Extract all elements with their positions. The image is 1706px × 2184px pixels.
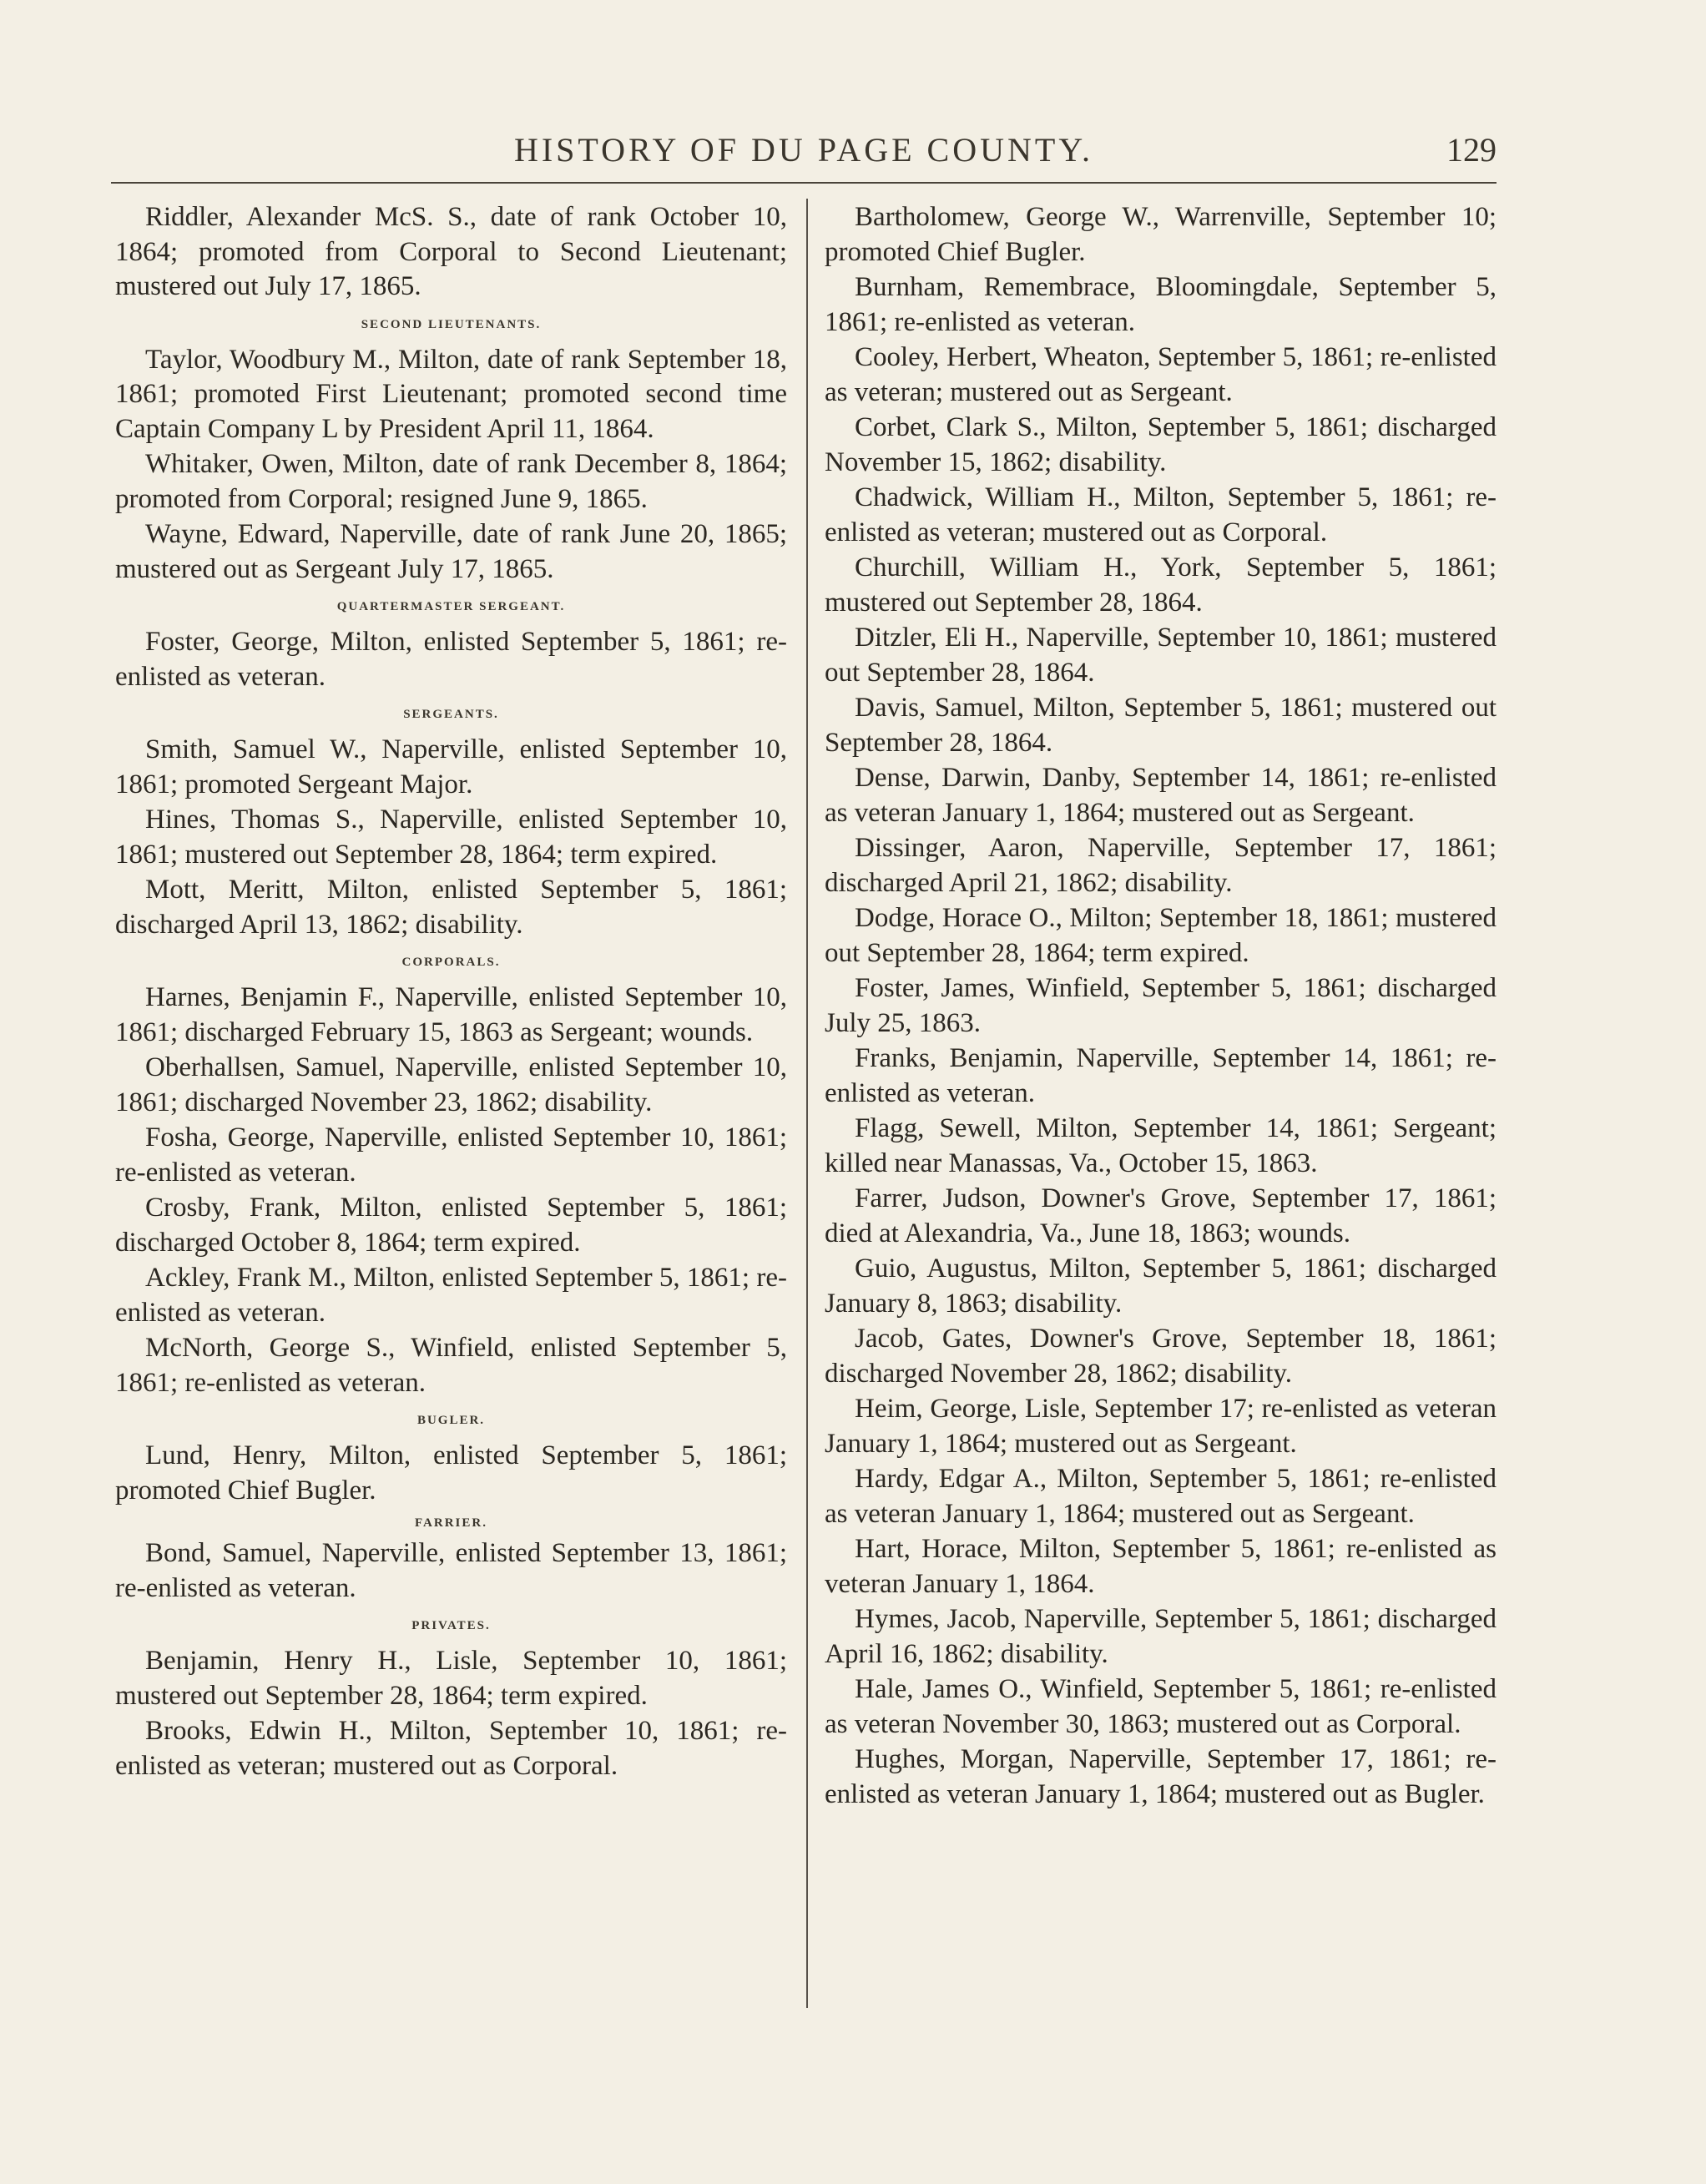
- left-column: [115, 200, 787, 1784]
- roster-entry: Brooks, Edwin H., Milton, September 10, 1861; re-enlisted as veteran; mustered out as Corporal.: [115, 1716, 787, 1781]
- roster-entry: Bartholomew, George W., Warrenville, September 10; promoted Chief Bugler.: [825, 202, 1497, 267]
- section-heading: CORPORALS.: [401, 956, 501, 969]
- roster-entry: Hines, Thomas S., Naperville, enlisted September 10, 1861; mustered out September 28, 1864; term expired.: [115, 804, 787, 870]
- roster-entry: Hughes, Morgan, Naperville, September 17, 1861; re-enlisted as veteran January 1, 1864; mustered out as Bugler.: [825, 1744, 1497, 1809]
- roster-entry: Smith, Samuel W., Naperville, enlisted September 10, 1861; promoted Sergeant Major.: [115, 734, 787, 799]
- roster-entry: Benjamin, Henry H., Lisle, September 10, 1861; mustered out September 28, 1864; term expired.: [115, 1646, 787, 1711]
- roster-entry: Heim, George, Lisle, September 17; re-enlisted as veteran January 1, 1864; mustered out as Sergeant.: [825, 1394, 1497, 1459]
- roster-entry: Wayne, Edward, Naperville, date of rank June 20, 1865; mustered out as Sergeant July 17, 1865.: [115, 519, 787, 584]
- section-heading: FARRIER.: [415, 1516, 487, 1530]
- roster-entry: Flagg, Sewell, Milton, September 14, 1861; Sergeant; killed near Manassas, Va., October 15, 1863.: [825, 1113, 1497, 1178]
- roster-entry: Dense, Darwin, Danby, September 14, 1861; re-enlisted as veteran January 1, 1864; mustered out as Sergeant.: [825, 763, 1497, 828]
- section-heading: QUARTERMASTER SERGEANT.: [336, 600, 566, 613]
- roster-entry: Hymes, Jacob, Naperville, September 5, 1861; discharged April 16, 1862; disability.: [825, 1604, 1497, 1669]
- right-column: [825, 200, 1497, 1813]
- section-heading: BUGLER.: [416, 1414, 486, 1427]
- roster-entry: Hardy, Edgar A., Milton, September 5, 1861; re-enlisted as veteran January 1, 1864; mustered out as Sergeant.: [825, 1464, 1497, 1529]
- roster-entry: Lund, Henry, Milton, enlisted September 5, 1861; promoted Chief Bugler.: [115, 1440, 787, 1506]
- section-heading: SECOND LIEUTENANTS.: [361, 317, 542, 331]
- column-divider: [806, 199, 808, 2008]
- roster-entry: Dissinger, Aaron, Naperville, September 17, 1861; discharged April 21, 1862; disability.: [825, 833, 1497, 898]
- roster-entry: Franks, Benjamin, Naperville, September 14, 1861; re-enlisted as veteran.: [825, 1043, 1497, 1108]
- roster-entry: McNorth, George S., Winfield, enlisted September 5, 1861; re-enlisted as veteran.: [115, 1333, 787, 1398]
- roster-entry: Ackley, Frank M., Milton, enlisted September 5, 1861; re-enlisted as veteran.: [115, 1263, 787, 1328]
- roster-entry: Ditzler, Eli H., Naperville, September 10, 1861; mustered out September 28, 1864.: [825, 623, 1497, 688]
- roster-entry: Harnes, Benjamin F., Naperville, enlisted September 10, 1861; discharged February 15, 1863 as Sergeant; wounds.: [115, 982, 787, 1047]
- roster-entry: Bond, Samuel, Naperville, enlisted September 13, 1861; re-enlisted as veteran.: [115, 1538, 787, 1603]
- roster-entry: Guio, Augustus, Milton, September 5, 1861; discharged January 8, 1863; disability.: [825, 1253, 1497, 1319]
- roster-entry: Hale, James O., Winfield, September 5, 1861; re-enlisted as veteran November 30, 1863; mustered out as Corporal.: [825, 1674, 1497, 1739]
- roster-entry: Dodge, Horace O., Milton; September 18, 1861; mustered out September 28, 1864; term expired.: [825, 903, 1497, 968]
- roster-entry: Crosby, Frank, Milton, enlisted September 5, 1861; discharged October 8, 1864; term expired.: [115, 1193, 787, 1258]
- roster-entry: Foster, James, Winfield, September 5, 1861; discharged July 25, 1863.: [825, 973, 1497, 1038]
- roster-entry: Fosha, George, Naperville, enlisted September 10, 1861; re-enlisted as veteran.: [115, 1122, 787, 1188]
- running-title: HISTORY OF DU PAGE COUNTY.: [513, 131, 1094, 169]
- header-rule: [111, 182, 1497, 184]
- roster-entry: Farrer, Judson, Downer's Grove, September 17, 1861; died at Alexandria, Va., June 18, 1863; wounds.: [825, 1183, 1497, 1248]
- roster-entry: Riddler, Alexander McS. S., date of rank October 10, 1864; promoted from Corporal to Second Lieutenant; mustered out July 17, 1865.: [115, 202, 787, 301]
- section-heading: SERGEANTS.: [403, 708, 499, 721]
- roster-entry: Whitaker, Owen, Milton, date of rank December 8, 1864; promoted from Corporal; resigned June 9, 1865.: [115, 449, 787, 514]
- roster-entry: Chadwick, William H., Milton, September 5, 1861; re-enlisted as veteran; mustered out as Corporal.: [825, 482, 1497, 547]
- roster-entry: Churchill, William H., York, September 5, 1861; mustered out September 28, 1864.: [825, 552, 1497, 618]
- roster-entry: Cooley, Herbert, Wheaton, September 5, 1861; re-enlisted as veteran; mustered out as Sergeant.: [825, 342, 1497, 407]
- section-heading: PRIVATES.: [411, 1619, 491, 1632]
- roster-entry: Burnham, Remembrace, Bloomingdale, September 5, 1861; re-enlisted as veteran.: [825, 272, 1497, 337]
- roster-entry: Foster, George, Milton, enlisted September 5, 1861; re-enlisted as veteran.: [115, 627, 787, 692]
- roster-entry: Mott, Meritt, Milton, enlisted September 5, 1861; discharged April 13, 1862; disability.: [115, 875, 787, 940]
- roster-entry: Davis, Samuel, Milton, September 5, 1861; mustered out September 28, 1864.: [825, 693, 1497, 758]
- roster-entry: Taylor, Woodbury M., Milton, date of rank September 18, 1861; promoted First Lieutenant; promoted second time Captain Company L by President April 11, 1864.: [115, 344, 787, 444]
- roster-entry: Corbet, Clark S., Milton, September 5, 1861; discharged November 15, 1862; disability.: [825, 412, 1497, 477]
- roster-entry: Hart, Horace, Milton, September 5, 1861; re-enlisted as veteran January 1, 1864.: [825, 1534, 1497, 1599]
- page-number: 129: [1446, 131, 1497, 169]
- page-header: [111, 125, 1497, 175]
- roster-entry: Oberhallsen, Samuel, Naperville, enlisted September 10, 1861; discharged November 23, 1862; disability.: [115, 1052, 787, 1117]
- roster-entry: Jacob, Gates, Downer's Grove, September 18, 1861; discharged November 28, 1862; disability.: [825, 1324, 1497, 1389]
